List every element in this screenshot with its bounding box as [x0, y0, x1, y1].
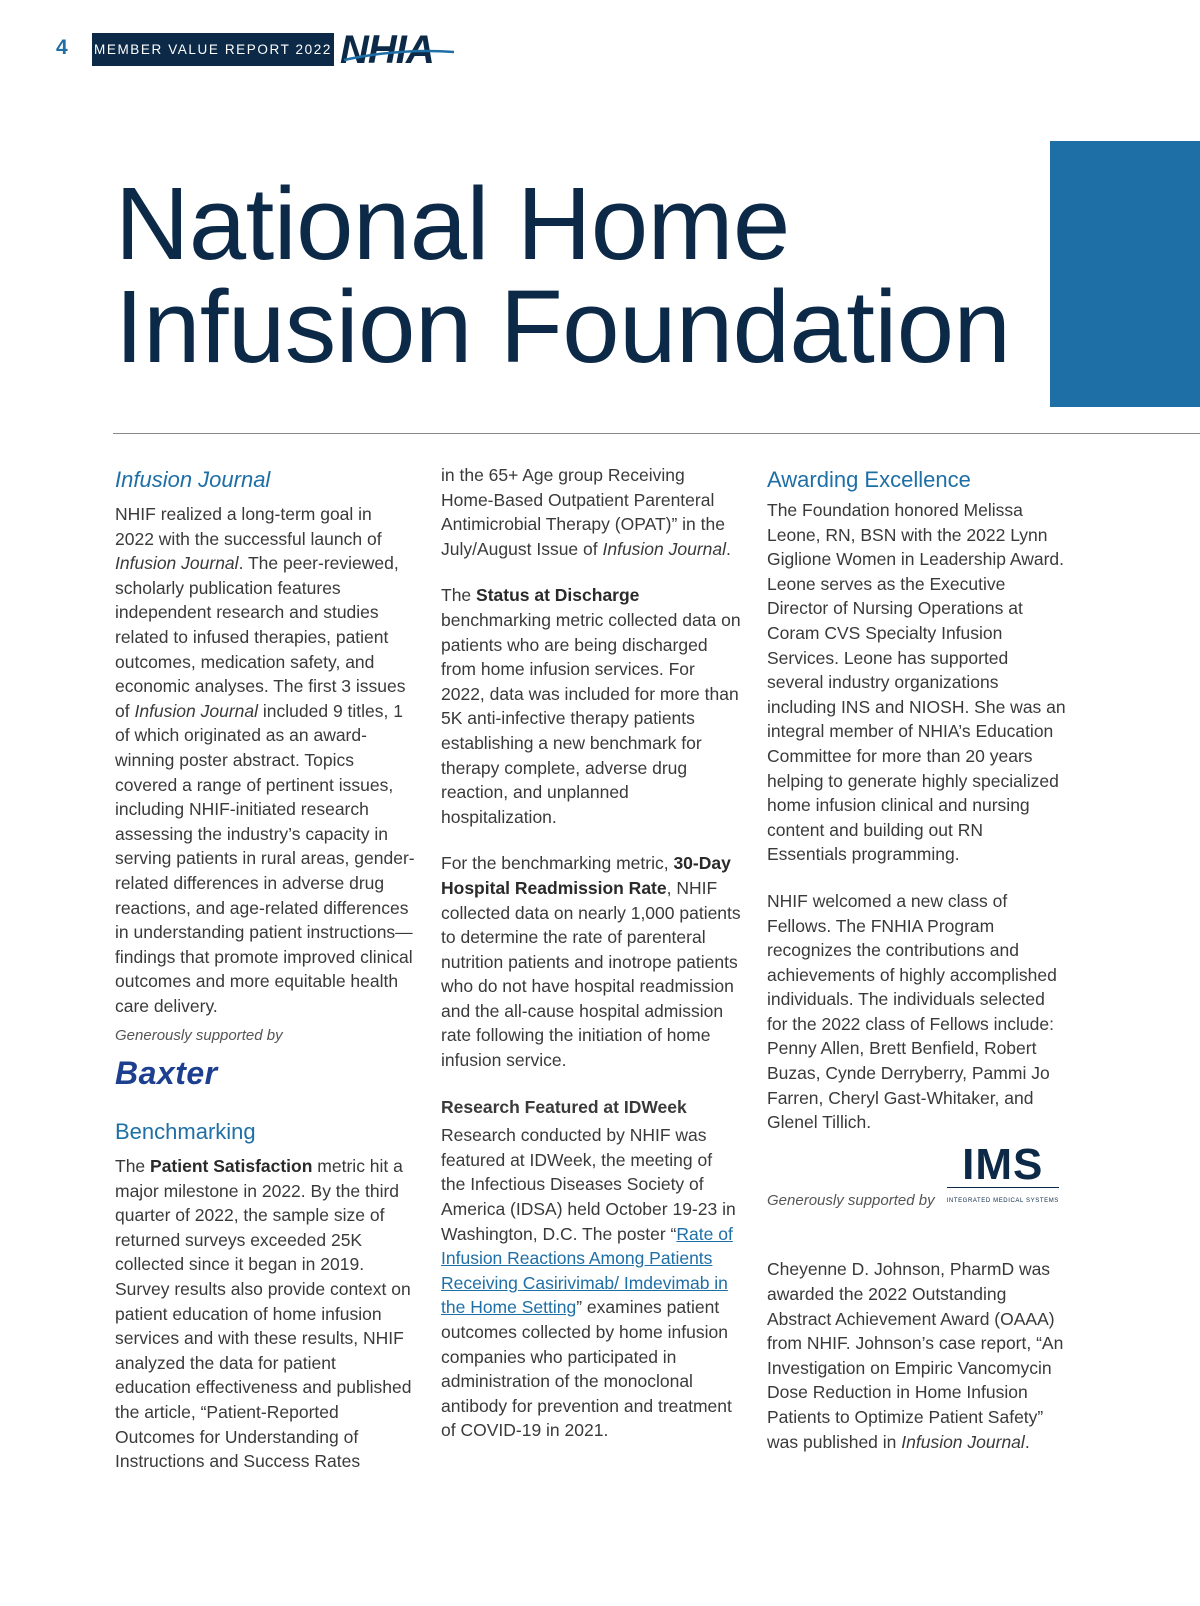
- text-run: NHIF realized a long-term goal in 2022 with the successful launch of: [115, 504, 382, 549]
- text-run: ” examines patient outcomes collected by home infusion companies who participated in administration of the monoclonal antibody for prevention and treatment of COVID-19 in 2021.: [441, 1297, 732, 1441]
- text-run: Research conducted by NHIF was featured at IDWeek, the meeting of the Infectious Diseases Society of America (IDSA) held October 19-23 in Washington, D.C. The poster “: [441, 1125, 736, 1244]
- idweek-heading: Research Featured at IDWeek: [441, 1096, 687, 1117]
- column-right: [767, 465, 1067, 1454]
- report-label-banner: MEMBER VALUE REPORT 2022: [92, 33, 334, 66]
- infusion-journal-paragraph: [115, 502, 415, 1018]
- text-run: in the 65+ Age group Receiving Home-Based Outpatient Parenteral Antimicrobial Therapy (OPAT)” in the July/August Issue of: [441, 465, 725, 559]
- awarding-excellence-heading: Awarding Excellence: [767, 467, 971, 492]
- ims-sponsor-row: [767, 1139, 1067, 1214]
- supported-by-label: Generously supported by: [767, 1191, 935, 1209]
- text-run: For the benchmarking metric,: [441, 853, 674, 874]
- text-run: The: [441, 585, 477, 606]
- benchmarking-continued-paragraph: [441, 463, 741, 561]
- page-title: [115, 166, 1011, 384]
- idweek-section: [441, 1095, 741, 1443]
- journal-title-italic: Infusion Journal: [134, 700, 259, 721]
- metric-name-bold: 30-Day Hospital Readmission Rate: [441, 853, 731, 898]
- text-run: benchmarking metric collected data on patients who are being discharged from home infusion services. For 2022, data was included for more than 5K anti-infective therapy patients establishing a new benchmark for therapy complete, adverse drug reaction, and unplanned hospitalization.: [441, 609, 741, 827]
- text-run: Cheyenne D. Johnson, PharmD was awarded the 2022 Outstanding Abstract Achievement Award (OAAA) from NHIF. Johnson’s case report, “An Investigation on Empiric Vancomycin Dose Reduction in Home Infusion Patients to Optimize Patient Safety” was published in: [767, 1259, 1064, 1452]
- ims-logo-subtitle: INTEGRATED MEDICAL SYSTEMS: [947, 1187, 1059, 1214]
- text-run: The: [115, 1156, 151, 1177]
- page-title-line-1: National Home: [115, 166, 790, 281]
- supported-by-label: Generously supported by: [115, 1027, 283, 1045]
- text-run: . The peer-reviewed, scholarly publication features independent research and studies related to infused therapies, patient outcomes, medication safety, and economic analyses. The first 3 issues of: [115, 553, 406, 721]
- idweek-paragraph: [441, 1123, 741, 1443]
- text-run: , NHIF collected data on nearly 1,000 patients to determine the rate of parenteral nutrition patients and inotrope patients who do not have hospital readmission and the all-cause hospital admission rate following the initiation of home infusion service.: [441, 877, 741, 1071]
- journal-title-italic: Infusion Journal: [602, 538, 727, 559]
- column-left: [115, 465, 415, 1474]
- readmission-paragraph: [441, 851, 741, 1072]
- metric-name-bold: Patient Satisfaction: [150, 1156, 313, 1177]
- poster-link[interactable]: Rate of Infusion Reactions Among Patients Receiving Casirivimab/ Imdevimab in the Home Setting: [441, 1223, 733, 1318]
- text-run: .: [726, 538, 731, 559]
- benchmarking-paragraph: [115, 1154, 415, 1474]
- baxter-logo: Baxter: [115, 1055, 218, 1092]
- fellows-paragraph: NHIF welcomed a new class of Fellows. The FNHIA Program recognizes the contributions and achievements of highly accomplished individuals. The individuals selected for the 2022 class of Fellows include: Penny Allen, Brett Benfield, Robert Buzas, Cynde Derryberry, Pammi Jo Farren, Cheryl Gast-Whitaker, and Glenel Tillich.: [767, 890, 1057, 1133]
- page-title-line-2: Infusion Foundation: [115, 269, 1011, 384]
- award-paragraph: The Foundation honored Melissa Leone, RN, BSN with the 2022 Lynn Giglione Women in Leadership Award. Leone serves as the Executive Director of Nursing Operations at Coram CVS Specialty Infusion Services. Leone has supported several industry organizations including INS and NIOSH. She was an integral member of NHIA’s Education Committee for more than 20 years helping to generate highly specialized home infusion clinical and nursing content and building out RN Essentials programming.: [767, 500, 1066, 865]
- ims-logo-text: IMS: [962, 1139, 1044, 1189]
- oaaa-paragraph: [767, 1257, 1067, 1454]
- section-divider: [113, 433, 1200, 434]
- infusion-journal-heading: Infusion Journal: [115, 467, 271, 492]
- status-at-discharge-paragraph: [441, 583, 741, 829]
- nhia-logo-text: NHIA: [340, 30, 434, 68]
- text-run: included 9 titles, 1 of which originated as an award-winning poster abstract. Topics covered a range of pertinent issues, including NHIF-initiated research assessing the industry’s capacity in serving patients in rural areas, gender-related differences in adverse drug reactions, and age-related differences in understanding patient instructions—findings that promote improved clinical outcomes and more equitable health care delivery.: [115, 700, 415, 1016]
- journal-title-italic: Infusion Journal: [901, 1431, 1025, 1452]
- column-middle: [441, 463, 741, 1443]
- metric-name-bold: Status at Discharge: [476, 585, 640, 606]
- text-run: metric hit a major milestone in 2022. By the third quarter of 2022, the sample size of returned surveys exceeded 25K collected since it began in 2019. Survey results also provide context on patient education of home infusion services and with these results, NHIF analyzed the data for patient education effectiveness and published the article, “Patient-Reported Outcomes for Understanding of Instructions and Success Rates: [115, 1156, 412, 1472]
- ims-logo: [946, 1139, 1059, 1214]
- decorative-blue-block: [1050, 141, 1200, 407]
- text-run: .: [1024, 1431, 1030, 1452]
- journal-title-italic: Infusion Journal: [115, 553, 239, 574]
- nhia-logo: [340, 30, 456, 68]
- benchmarking-heading: Benchmarking: [115, 1119, 256, 1145]
- page-number: 4: [56, 36, 68, 59]
